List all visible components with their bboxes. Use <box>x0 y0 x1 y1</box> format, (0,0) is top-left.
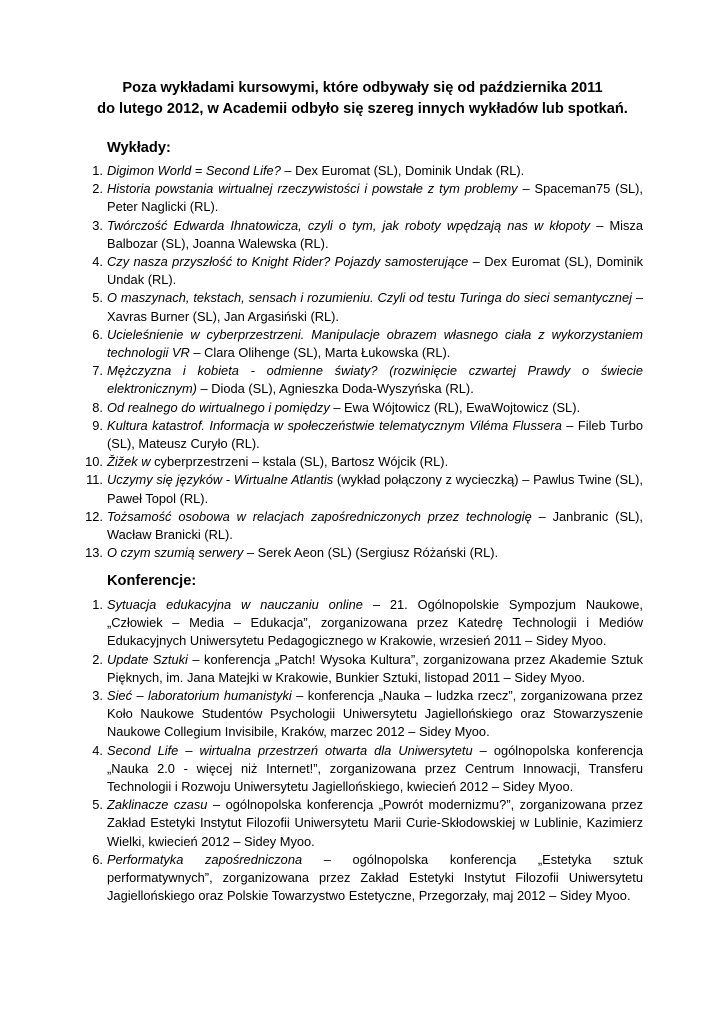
conference-item <box>0 687 643 742</box>
list-item-details: – Serek Aeon (SL) (Sergiusz Różański (RL). <box>243 545 499 561</box>
list-item-number: 8. <box>92 399 103 415</box>
list-item-number: 7. <box>92 363 103 379</box>
list-item-details: – Fileb Turbo (SL), Mateusz Curyło (RL). <box>107 417 644 452</box>
list-item-number: 13. <box>85 545 103 561</box>
list-item-number: 6. <box>92 326 103 342</box>
heading-line-2: do lutego 2012, w Academii odbyło się szereg innych wykładów lub spotkań. <box>97 101 628 117</box>
lecture-item <box>0 217 643 253</box>
list-item-title: Žižek w <box>107 454 151 470</box>
list-item-title: Sieć – laboratorium humanistyki <box>107 688 292 704</box>
conference-item <box>0 742 643 797</box>
list-item-number: 9. <box>92 417 103 433</box>
list-item-title: Digimon World = Second Life? <box>107 163 281 178</box>
lecture-item <box>0 417 643 453</box>
lecture-item <box>0 253 643 289</box>
list-item-details: – ogólnopolska konferencja „Estetyka sztuk performatywnych”, zorganizowana przez Zakład Estetyki Instytut Filozofii Uniwersytetu Jagiellońskiego oraz Polskie Towarzystwo Estetyczne, Przegorzały, maj 2012 – Sidey Myoo. <box>107 851 643 904</box>
list-item-number: 6. <box>92 851 103 867</box>
list-item-details: – 21. Ogólnopolskie Sympozjum Naukowe, „Człowiek – Media – Edukacja”, zorganizowana przez Katedrę Technologii i Mediów Edukacyjnych Uniwersytetu Pedagogicznego w Krakowie, wrzesień 2011 – Sidey Myoo. <box>107 597 643 649</box>
list-item-title: O maszynach, tekstach, sensach i rozumieniu. Czyli od testu Turinga do sieci semantycznej <box>107 290 632 306</box>
conferences-list <box>0 596 725 905</box>
list-item-number: 4. <box>92 254 103 270</box>
list-item-details: – Janbranic (SL), Wacław Branicki (RL). <box>107 508 643 543</box>
conference-item <box>0 596 643 651</box>
lecture-item <box>0 362 643 398</box>
list-item-number: 3. <box>92 688 103 704</box>
lecture-item <box>0 399 643 417</box>
list-item-number: 5. <box>92 290 103 306</box>
conference-item <box>0 851 643 906</box>
list-item-title: Tożsamość osobowa w relacjach zapośredniczonych przez technologię <box>107 508 532 524</box>
list-item-title: Kultura katastrof. Informacja w społeczeństwie telematycznym Viléma Flussera <box>107 417 562 433</box>
list-item-number: 11. <box>86 472 103 488</box>
list-item-number: 1. <box>92 163 103 178</box>
list-item-title: Historia powstania wirtualnej rzeczywistości i powstałe z tym problemy <box>107 181 518 197</box>
list-item-title: Czy nasza przyszłość to Knight Rider? Pojazdy samosterujące <box>107 254 469 270</box>
page-heading <box>60 78 665 120</box>
list-item-details: – Clara Olihenge (SL), Marta Łukowska (RL). <box>189 345 451 361</box>
lecture-item <box>0 508 643 544</box>
lecture-item <box>0 180 643 216</box>
lecture-item <box>0 162 643 180</box>
list-item-number: 3. <box>92 217 103 233</box>
list-item-details: – konferencja „Patch! Wysoka Kultura”, zorganizowana przez Akademie Sztuk Pięknych, im. Jana Matejki w Krakowie, Bunkier Sztuki, listopad 2011 – Sidey Myoo. <box>107 651 643 685</box>
list-item-details: – Misza Balbozar (SL), Joanna Walewska (RL). <box>107 217 643 251</box>
list-item-title: Ucieleśnienie w cyberprzestrzeni. Manipulacje obrazem własnego ciała z wykorzystaniem technologii VR <box>107 326 643 361</box>
list-item-title: Twórczość Edwarda Ihnatowicza, czyli o tym, jak roboty wpędzają nas w kłopoty <box>107 217 591 233</box>
lecture-item <box>0 289 643 325</box>
list-item-title: Second Life – wirtualna przestrzeń otwarta dla Uniwersytetu <box>107 742 473 758</box>
list-item-number: 5. <box>92 797 103 813</box>
list-item-details: – Spaceman75 (SL), Peter Naglicki (RL). <box>107 181 643 215</box>
list-item-details: – Dex Euromat (SL), Dominik Undak (RL). <box>280 163 525 178</box>
list-item-details: – Ewa Wójtowicz (RL), EwaWojtowicz (SL). <box>329 399 581 415</box>
list-item-title: O czym szumią serwery <box>107 545 244 561</box>
lectures-list <box>0 162 725 562</box>
lecture-item <box>0 453 643 471</box>
list-item-number: 2. <box>92 651 103 667</box>
conferences-section-title: Konferencje: <box>107 573 197 589</box>
list-item-details: (wykład połączony z wycieczką) – Pawlus Twine (SL), Paweł Topol (RL). <box>107 472 643 506</box>
list-item-title: Update Sztuki <box>107 651 188 667</box>
list-item-title: Zaklinacze czasu <box>107 797 208 813</box>
list-item-details: cyberprzestrzeni – kstala (SL), Bartosz Wójcik (RL). <box>150 454 449 470</box>
lecture-item <box>0 326 643 362</box>
list-item-details: – Dex Euromat (SL), Dominik Undak (RL). <box>107 254 643 288</box>
list-item-number: 12. <box>85 508 103 524</box>
list-item-details: – Xavras Burner (SL), Jan Argasiński (RL). <box>107 290 644 324</box>
list-item-details: – ogólnopolska konferencja „Nauka 2.0 - więcej niż Internet!”, zorganizowana przez Centrum Innowacji, Transferu Technologii i Rozwoju Uniwersytetu Jagiellońskiego, kwiecień 2012 – Sidey Myoo. <box>107 742 643 795</box>
list-item-title: Mężczyzna i kobieta - odmienne światy? (rozwinięcie czwartej Prawdy o świecie elektronicznym) <box>107 363 643 397</box>
list-item-number: 4. <box>92 742 103 758</box>
lecture-item <box>0 544 643 562</box>
heading-line-1: Poza wykładami kursowymi, które odbywały się od października 2011 <box>122 80 603 96</box>
list-item-title: Performatyka zapośredniczona <box>107 851 303 867</box>
list-item-details: – Dioda (SL), Agnieszka Doda-Wyszyńska (RL). <box>196 381 474 397</box>
list-item-number: 1. <box>92 597 103 612</box>
list-item-number: 10. <box>85 454 103 470</box>
list-item-number: 2. <box>92 181 103 197</box>
conference-item <box>0 796 643 851</box>
list-item-title: Sytuacja edukacyjna w nauczaniu online <box>107 597 363 612</box>
list-item-details: – konferencja „Nauka – ludzka rzecz”, zorganizowana przez Koło Naukowe Studentów Psychologii Uniwersytetu Jagiellońskiego oraz Stowarzyszenie Naukowe Collegium Invisibile, Kraków, marzec 2012 – Sidey Myoo. <box>107 688 643 740</box>
list-item-title: Od realnego do wirtualnego i pomiędzy <box>107 399 330 415</box>
conference-item <box>0 651 643 687</box>
list-item-details: – ogólnopolska konferencja „Powrót modernizmu?”, zorganizowana przez Zakład Estetyki Instytut Filozofii Uniwersytetu Marii Curie-Skłodowskiej w Lublinie, Kazimierz Wielki, kwiecień 2012 – Sidey Myoo. <box>107 797 643 849</box>
list-item-title: Uczymy się języków - Wirtualne Atlantis <box>107 472 334 488</box>
lecture-item <box>0 471 643 507</box>
lectures-section-title: Wykłady: <box>107 140 171 156</box>
